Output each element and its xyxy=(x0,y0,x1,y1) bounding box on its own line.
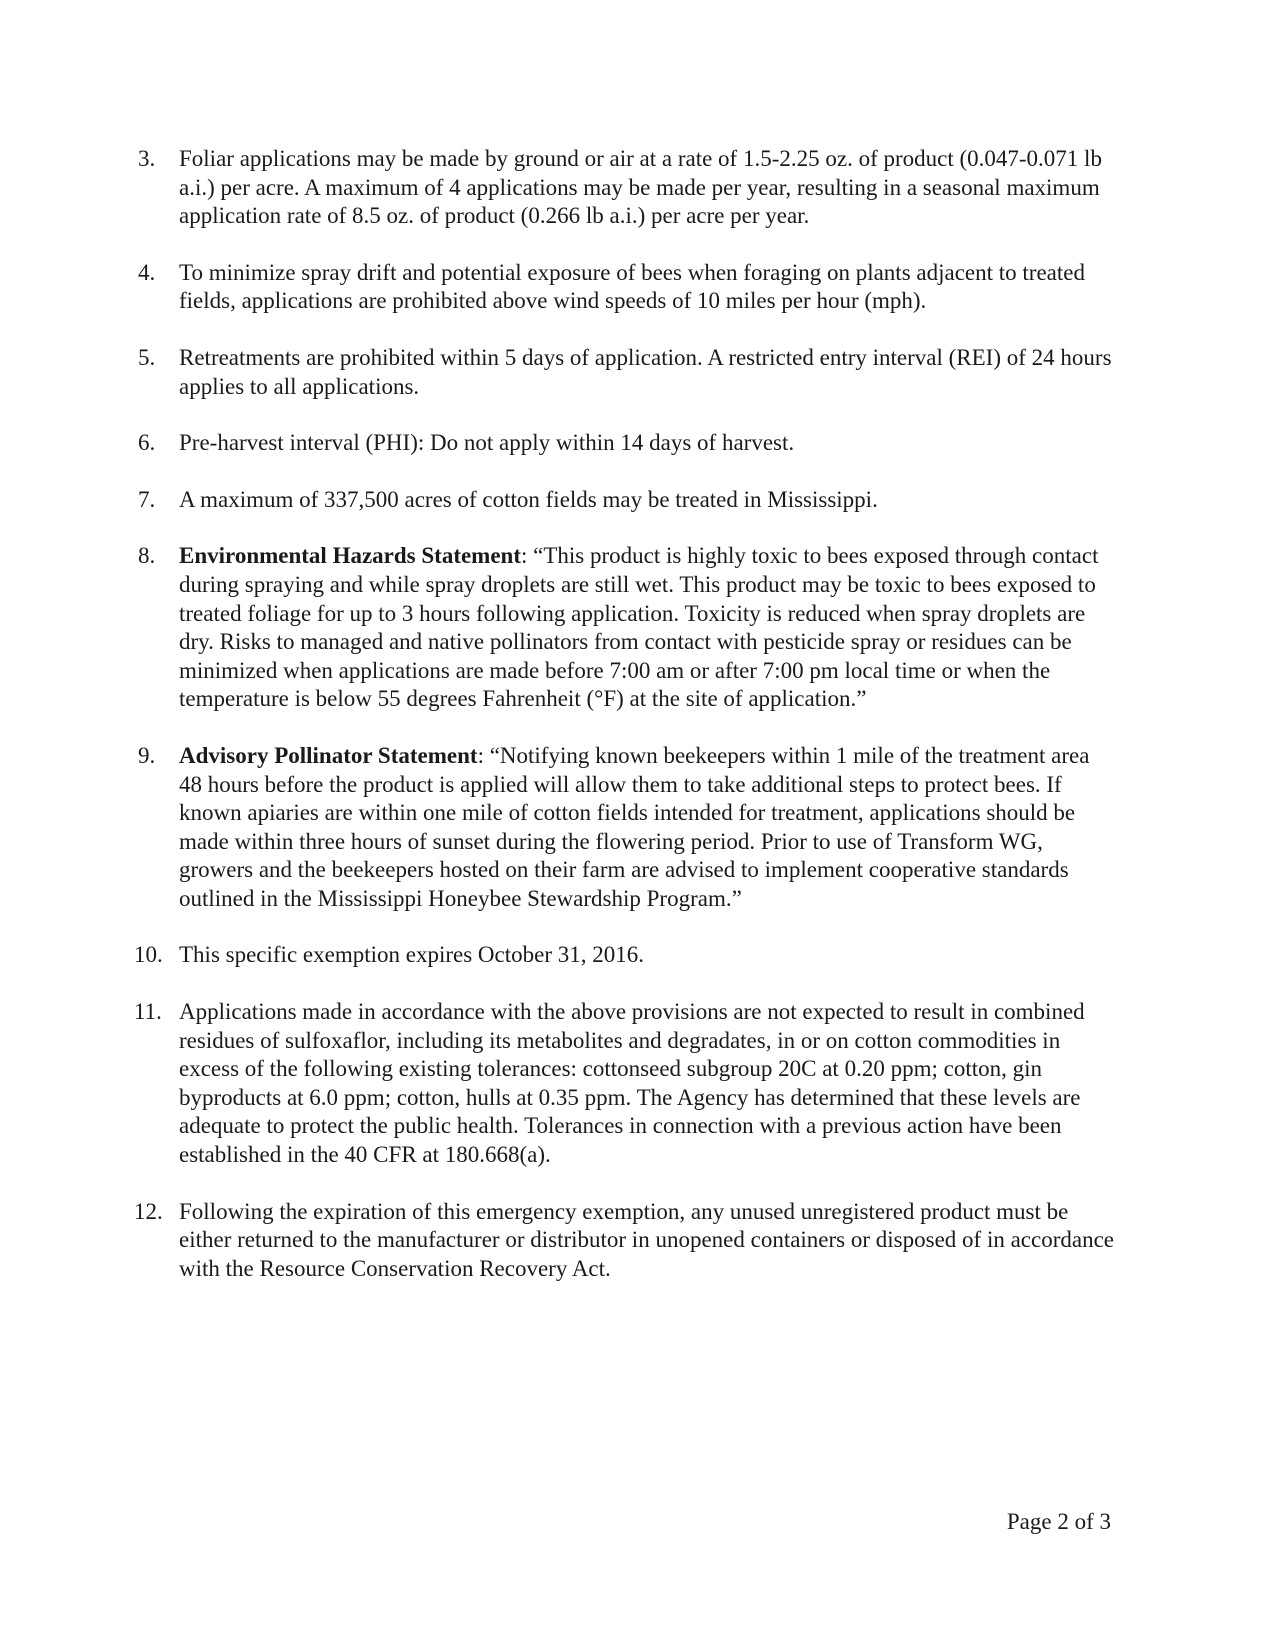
list-item xyxy=(138,486,1118,515)
list-item xyxy=(134,1198,1118,1284)
item-number: 10. xyxy=(134,942,163,968)
item-number: 8. xyxy=(138,543,156,569)
list-item-advisory-pollinator xyxy=(138,742,1118,914)
list-item-environmental-hazards xyxy=(138,542,1118,714)
list-item xyxy=(138,344,1118,401)
item-number: 5. xyxy=(138,344,156,370)
item-text: To minimize spray drift and potential exposure of bees when foraging on plants adjacent to treated fields, applications are prohibited above wind speeds of 10 miles per hour (mph). xyxy=(179,259,1085,314)
item-text: Retreatments are prohibited within 5 days of application. A restricted entry interval (REI) of 24 hours applies to all applications. xyxy=(179,344,1112,399)
item-number: 11. xyxy=(134,999,162,1025)
item-text: : “Notifying known beekeepers within 1 mile of the treatment area 48 hours before the product is applied will allow them to take additional steps to protect bees. If known apiaries are within one mile of cotton fields intended for treatment, applications should be made within three hours of sunset during the flowering period. Prior to use of Transform WG, growers and the beekeepers hosted on their farm are advised to implement cooperative standards outlined in the Mississippi Honeybee Stewardship Program.” xyxy=(179,742,1090,911)
page-number: Page 2 of 3 xyxy=(1006,1509,1111,1534)
list-item xyxy=(134,941,1118,970)
item-text: Pre-harvest interval (PHI): Do not apply within 14 days of harvest. xyxy=(179,430,795,456)
item-number: 9. xyxy=(138,742,156,768)
list-item xyxy=(138,145,1118,231)
item-text: : “This product is highly toxic to bees exposed through contact during spraying and while spray droplets are still wet. This product may be toxic to bees exposed to treated foliage for up to 3 hours following application. Toxicity is reduced when spray droplets are dry. Risks to managed and native pollinators from contact with pesticide spray or residues can be minimized when applications are made before 7:00 am or after 7:00 pm local time or when the temperature is below 55 degrees Fahrenheit (°F) at the site of application.” xyxy=(179,543,1099,712)
conditions-list xyxy=(134,145,1118,1311)
item-number: 3. xyxy=(138,146,156,171)
list-item xyxy=(138,429,1118,458)
item-number: 12. xyxy=(134,1198,163,1224)
item-number: 6. xyxy=(138,430,156,456)
item-text: Foliar applications may be made by ground or air at a rate of 1.5-2.25 oz. of product (0.047-0.071 lb a.i.) per acre. A maximum of 4 applications may be made per year, resulting in a seasonal maximum application rate of 8.5 oz. of product (0.266 lb a.i.) per acre per year. xyxy=(179,146,1102,229)
item-text: Applications made in accordance with the above provisions are not expected to result in combined residues of sulfoxaflor, including its metabolites and degradates, in or on cotton commodities in excess of the following existing tolerances: cottonseed subgroup 20C at 0.20 ppm; cotton, gin byproducts at 6.0 ppm; cotton, hulls at 0.35 ppm. The Agency has determined that these levels are adequate to protect the public health. Tolerances in connection with a previous action have been established in the 40 CFR at 180.668(a). xyxy=(179,999,1085,1168)
list-item xyxy=(138,259,1118,316)
item-text: Following the expiration of this emergency exemption, any unused unregistered product must be either returned to the manufacturer or distributor in unopened containers or disposed of in accordance with the Resource Conservation Recovery Act. xyxy=(179,1198,1114,1281)
item-heading: Environmental Hazards Statement xyxy=(179,543,522,569)
item-heading: Advisory Pollinator Statement xyxy=(179,742,478,768)
item-number: 7. xyxy=(138,486,156,512)
item-text: A maximum of 337,500 acres of cotton fields may be treated in Mississippi. xyxy=(179,486,878,512)
item-text: This specific exemption expires October 31, 2016. xyxy=(179,942,644,968)
list-item xyxy=(134,998,1118,1170)
item-number: 4. xyxy=(138,259,156,285)
